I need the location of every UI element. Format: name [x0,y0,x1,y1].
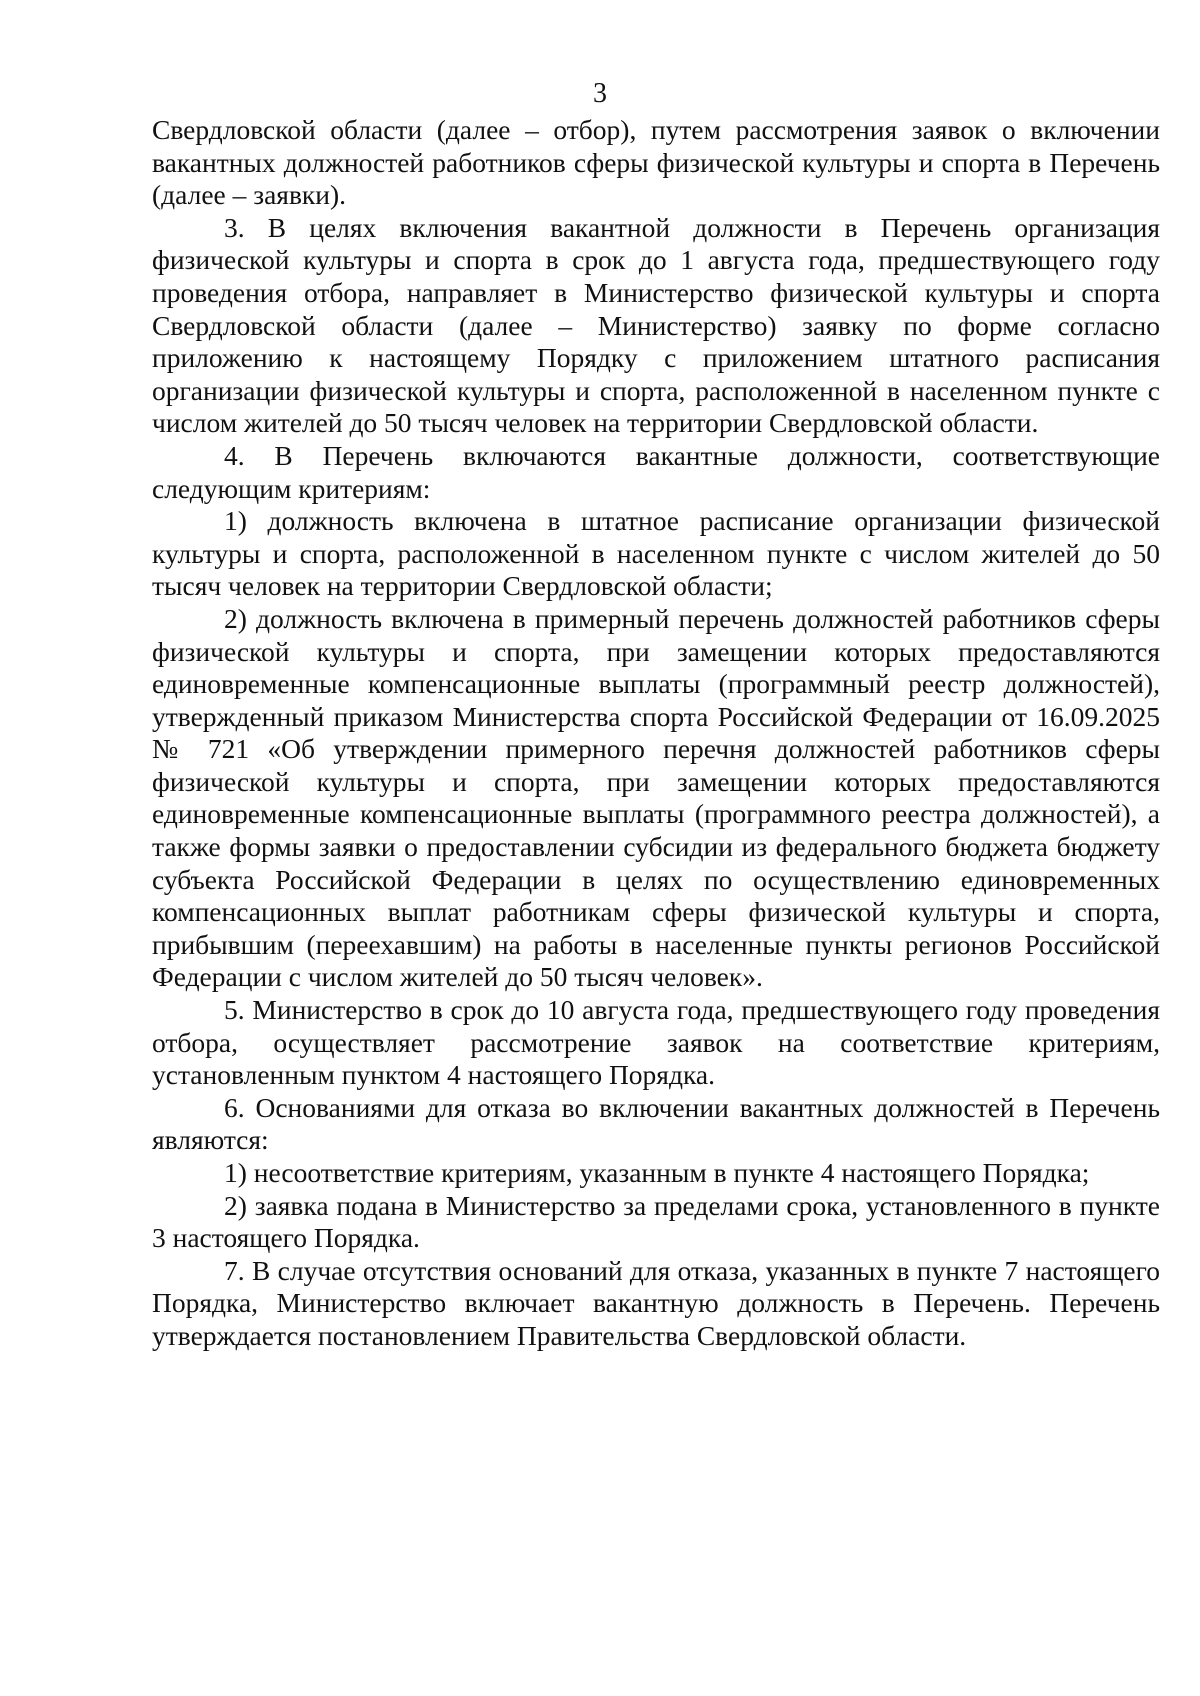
paragraph-item-3: 3. В целях включения вакантной должности в Перечень организация физической культуры и спорта в срок до 1 августа года, предшествующего году проведения отбора, направляет в Министерство физической культуры и спорта Свердловской области (далее – Министерство) заявку по форме согласно приложению к настоящему Порядку с приложением штатного расписания организации физической культуры и спорта, расположенной в населенном пункте с числом жителей до 50 тысяч человек на территории Свердловской области. [152,211,1160,439]
paragraph-continuation: Свердловской области (далее – отбор), путем рассмотрения заявок о включении вакантных должностей работников сферы физической культуры и спорта в Перечень (далее – заявки). [152,114,1160,211]
paragraph-item-4-sub-2: 2) должность включена в примерный перечень должностей работников сферы физической культуры и спорта, при замещении которых предоставляются единовременные компенсационные выплаты (программный реестр должностей), утвержденный приказом Министерства спорта Российской Федерации от 16.09.2025 № 721 «Об утверждении примерного перечня должностей работников сферы физической культуры и спорта, при замещении которых предоставляются единовременные компенсационные выплаты (программного реестра должностей), а также формы заявки о предоставлении субсидии из федерального бюджета бюджету субъекта Российской Федерации в целях по осуществлению единовременных компенсационных выплат работникам сферы физической культуры и спорта, прибывшим (переехавшим) на работы в населенные пункты регионов Российской Федерации с числом жителей до 50 тысяч человек». [152,602,1160,993]
page-number: 3 [593,78,607,109]
paragraph-item-4-sub-1: 1) должность включена в штатное расписание организации физической культуры и спорта, расположенной в населенном пункте с числом жителей до 50 тысяч человек на территории Свердловской области; [152,505,1160,602]
paragraph-item-4: 4. В Перечень включаются вакантные должности, соответствующие следующим критериям: [152,439,1160,504]
paragraph-item-7: 7. В случае отсутствия оснований для отказа, указанных в пункте 7 настоящего Порядка, Министерство включает вакантную должность в Перечень. Перечень утверждается постановлением Правительства Свердловской области. [152,1254,1160,1351]
paragraph-item-5: 5. Министерство в срок до 10 августа года, предшествующего году проведения отбора, осуществляет рассмотрение заявок на соответствие критериям, установленным пунктом 4 настоящего Порядка. [152,994,1160,1091]
paragraph-item-6-sub-2: 2) заявка подана в Министерство за пределами срока, установленного в пункте 3 настоящего Порядка. [152,1189,1160,1254]
paragraph-item-6-sub-1: 1) несоответствие критериям, указанным в пункте 4 настоящего Порядка; [224,1157,1090,1188]
document-body [152,114,1160,1353]
paragraph-item-6: 6. Основаниями для отказа во включении вакантных должностей в Перечень являются: [152,1091,1160,1156]
